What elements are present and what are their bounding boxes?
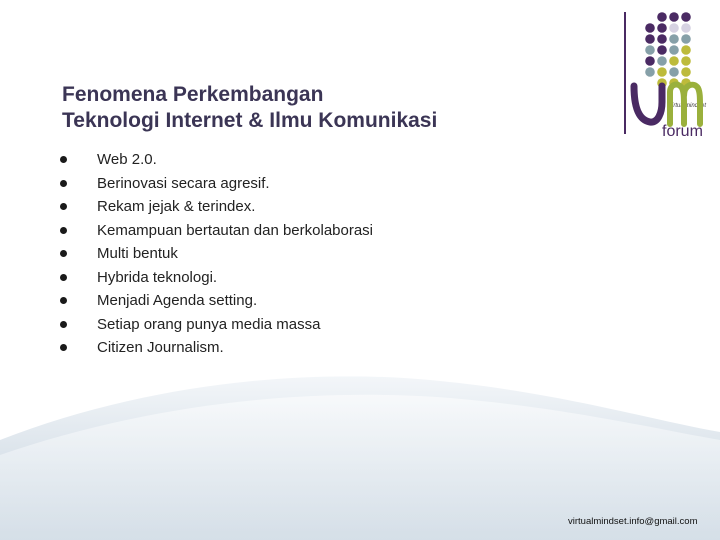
logo-dot	[657, 34, 667, 44]
logo-dot	[657, 23, 667, 33]
logo-dot	[657, 67, 667, 77]
logo-dot	[681, 56, 691, 66]
logo-dot	[681, 34, 691, 44]
footer-email: virtualmindset.info@gmail.com	[568, 516, 698, 527]
bullet-text: Menjadi Agenda setting.	[97, 292, 258, 309]
logo-dot	[669, 23, 679, 33]
bullet-text: Berinovasi secara agresif.	[97, 174, 270, 192]
logo-site-text: virtualmindset	[669, 103, 707, 109]
slide-title	[62, 82, 437, 134]
bullet-dot-icon	[60, 203, 67, 210]
bullet-dot-icon	[60, 344, 67, 351]
bullet-text: Citizen Journalism.	[97, 339, 224, 356]
virtualmindset-forum-logo	[624, 8, 716, 148]
bullet-text: Kemampuan bertautan dan berkolaborasi	[97, 221, 374, 239]
bullet-text: Rekam jejak & terindex.	[97, 198, 256, 215]
logo-dot	[645, 45, 655, 55]
bullet-dot-icon	[60, 297, 67, 304]
logo-dot	[669, 45, 679, 55]
logo-dot	[669, 67, 679, 77]
bullet-dot-icon	[60, 321, 67, 328]
bullet-text: Setiap orang punya media massa	[97, 315, 321, 333]
logo-dot	[681, 45, 691, 55]
logo-dot-grid	[645, 12, 691, 88]
bullet-text: Hybrida teknologi.	[97, 268, 218, 286]
logo-dot	[657, 45, 667, 55]
logo-dot	[645, 23, 655, 33]
logo-dot	[681, 67, 691, 77]
logo-dot	[669, 12, 679, 22]
logo-dot	[645, 34, 655, 44]
logo-dot	[669, 56, 679, 66]
logo-dot	[681, 23, 691, 33]
bullet-dot-icon	[60, 180, 67, 187]
bullet-dot-icon	[60, 250, 67, 257]
logo-dot	[681, 12, 691, 22]
logo-dot	[645, 56, 655, 66]
bullet-dot-icon	[60, 274, 67, 281]
logo-dot	[657, 12, 667, 22]
logo-dot	[645, 67, 655, 77]
logo-dot	[657, 56, 667, 66]
bullet-dot-icon	[60, 156, 67, 163]
bullet-text: Multi bentuk	[97, 245, 178, 262]
bullet-dot-icon	[60, 227, 67, 234]
title-line-1: Fenomena Perkembangan	[62, 83, 324, 106]
title-line-2: Teknologi Internet & Ilmu Komunikasi	[62, 109, 438, 132]
logo-dot	[669, 34, 679, 44]
logo-forum-text: forum	[662, 123, 703, 140]
bullet-text: Web 2.0.	[97, 151, 157, 168]
